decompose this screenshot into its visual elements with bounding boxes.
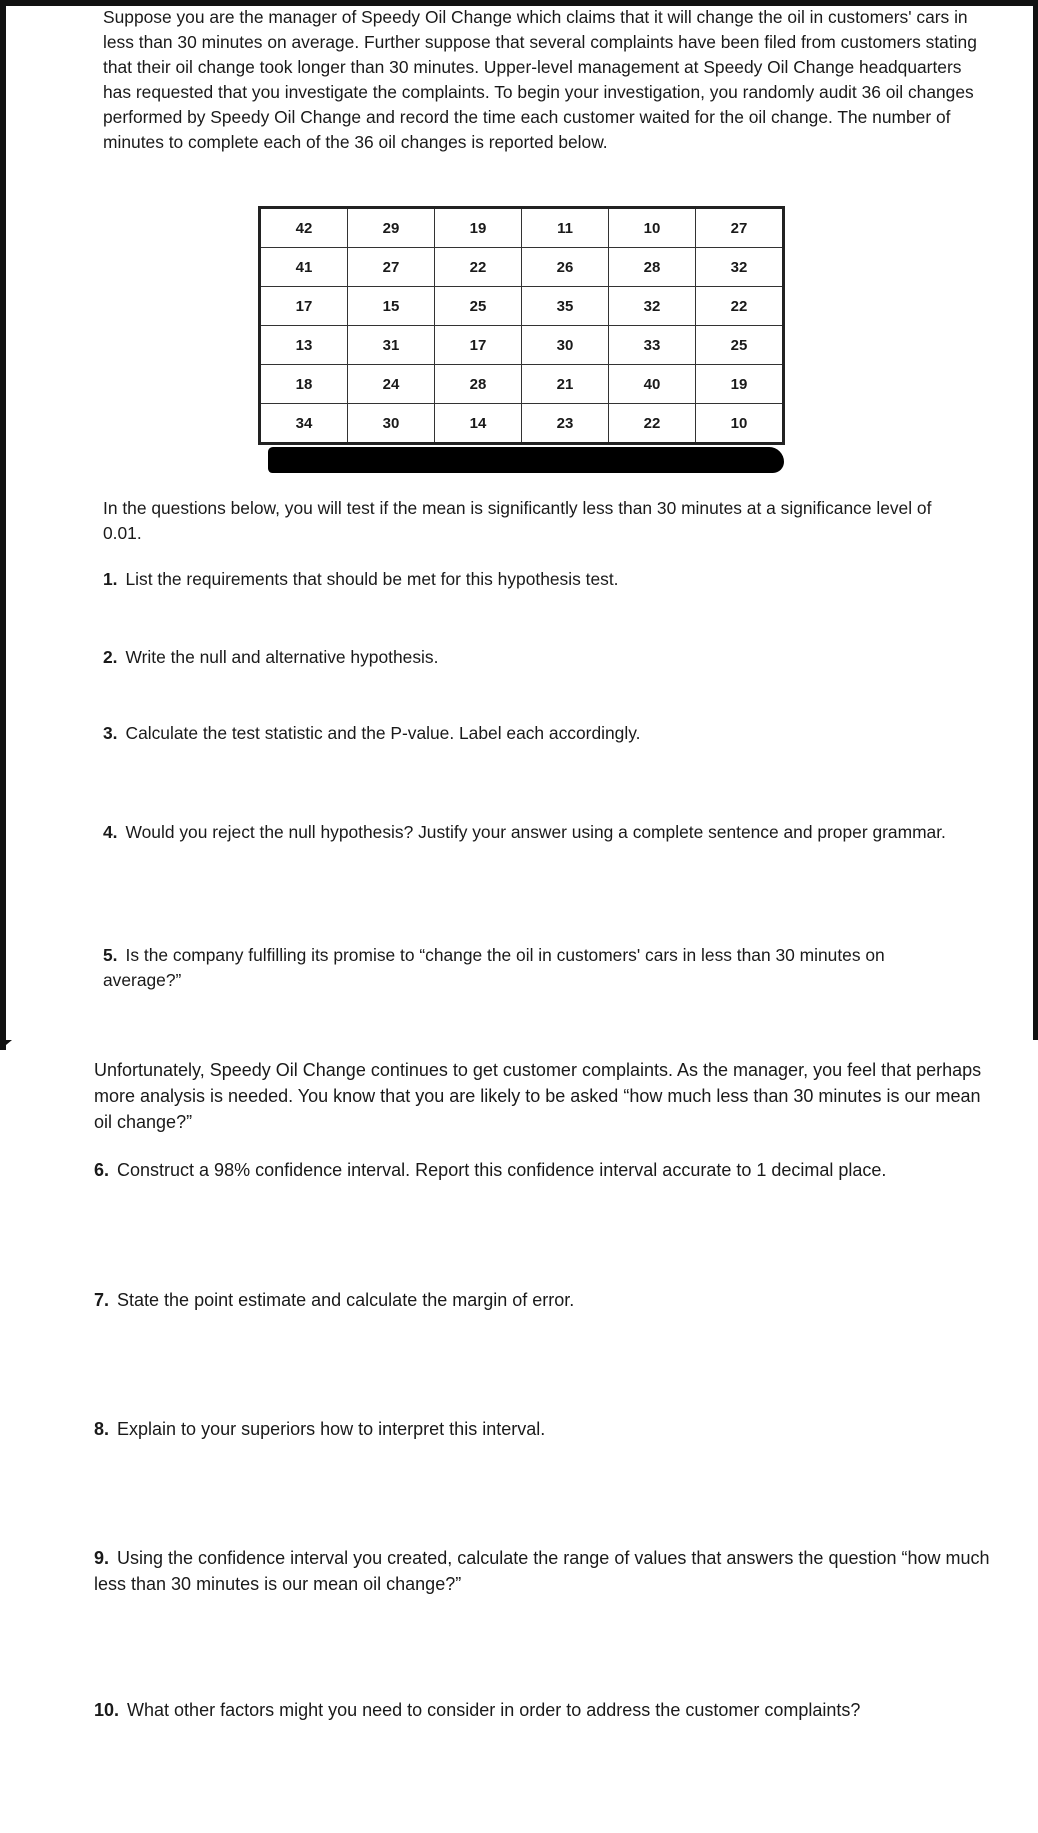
question-1 [103,567,963,592]
table-row [260,326,784,365]
table-cell: 32 [696,248,784,287]
right-border [1033,0,1038,1040]
table-cell: 19 [696,365,784,404]
table-cell: 10 [696,404,784,444]
follow-up-paragraph: Unfortunately, Speedy Oil Change continues to get customer complaints. As the manager, you feel that perhaps more analysis is needed. You know that you are likely to be asked “how much less than 30 minutes is our mean oil change?” [94,1060,982,1132]
table-cell: 15 [348,287,435,326]
table-cell: 33 [609,326,696,365]
question-number: 9. [94,1548,110,1568]
table-cell: 40 [609,365,696,404]
question-text: Explain to your superiors how to interpret this interval. [117,1419,546,1439]
table-cell: 22 [609,404,696,444]
table-row [260,365,784,404]
table-cell: 26 [522,248,609,287]
question-text: Using the confidence interval you created, calculate the range of values that answers the question “how much less than 30 minutes is our mean oil change?” [94,1548,990,1594]
table-cell: 19 [435,208,522,248]
table-row [260,248,784,287]
table-cell: 13 [260,326,348,365]
table-cell: 14 [435,404,522,444]
table-cell: 22 [696,287,784,326]
table-cell: 34 [260,404,348,444]
table-cell: 17 [435,326,522,365]
table-cell: 35 [522,287,609,326]
question-text: Is the company fulfilling its promise to “change the oil in customers' cars in less than 30 minutes on average?” [103,945,885,990]
question-text: List the requirements that should be met for this hypothesis test. [125,569,619,589]
table-cell: 28 [435,365,522,404]
table-cell: 17 [260,287,348,326]
question-number: 7. [94,1290,110,1310]
table-cell: 25 [435,287,522,326]
table-cell: 42 [260,208,348,248]
table-cell: 29 [348,208,435,248]
question-text: Would you reject the null hypothesis? Justify your answer using a complete sentence and proper grammar. [125,822,946,842]
table-cell: 30 [522,326,609,365]
left-border-notch [0,1040,12,1050]
question-10 [94,1698,994,1723]
question-5 [103,943,963,993]
table-cell: 31 [348,326,435,365]
question-4 [103,820,963,845]
table-cell: 24 [348,365,435,404]
table-cell: 23 [522,404,609,444]
question-number: 3. [103,723,118,743]
redaction-mark [268,447,784,473]
question-number: 8. [94,1419,110,1439]
left-border [0,0,6,1050]
question-text: Construct a 98% confidence interval. Report this confidence interval accurate to 1 decimal place. [117,1160,887,1180]
table-cell: 11 [522,208,609,248]
question-text: Write the null and alternative hypothesis. [125,647,439,667]
testing-instructions: In the questions below, you will test if the mean is significantly less than 30 minutes at a significance level of 0.01. [103,498,932,543]
question-number: 2. [103,647,118,667]
table-row [260,404,784,444]
table-cell: 18 [260,365,348,404]
question-3 [103,721,963,746]
table-cell: 32 [609,287,696,326]
table-cell: 28 [609,248,696,287]
table-cell: 10 [609,208,696,248]
question-text: State the point estimate and calculate the margin of error. [117,1290,575,1310]
question-7 [94,1288,994,1313]
question-text: Calculate the test statistic and the P-value. Label each accordingly. [125,723,641,743]
question-text: What other factors might you need to consider in order to address the customer complaints? [127,1700,861,1720]
table-row [260,208,784,248]
question-6 [94,1158,1014,1183]
question-9 [94,1545,994,1597]
question-number: 10. [94,1700,120,1720]
question-number: 5. [103,945,118,965]
question-number: 1. [103,569,118,589]
question-8 [94,1417,994,1442]
table-cell: 27 [696,208,784,248]
oil-change-times-table [258,206,785,445]
table-row [260,287,784,326]
table-cell: 22 [435,248,522,287]
table-cell: 25 [696,326,784,365]
table-cell: 21 [522,365,609,404]
table-cell: 27 [348,248,435,287]
table-cell: 41 [260,248,348,287]
question-number: 6. [94,1160,110,1180]
question-2 [103,645,963,670]
table-cell: 30 [348,404,435,444]
intro-paragraph: Suppose you are the manager of Speedy Oil Change which claims that it will change the oil in customers' cars in less than 30 minutes on average. Further suppose that several complaints have been filed from customers stating that their oil change took longer than 30 minutes. Upper-level management at Speedy Oil Change headquarters has requested that you investigate the complaints. To begin your investigation, you randomly audit 36 oil changes performed by Speedy Oil Change and record the time each customer waited for the oil change. The number of minutes to complete each of the 36 oil changes is reported below. [103,7,977,152]
question-number: 4. [103,822,118,842]
